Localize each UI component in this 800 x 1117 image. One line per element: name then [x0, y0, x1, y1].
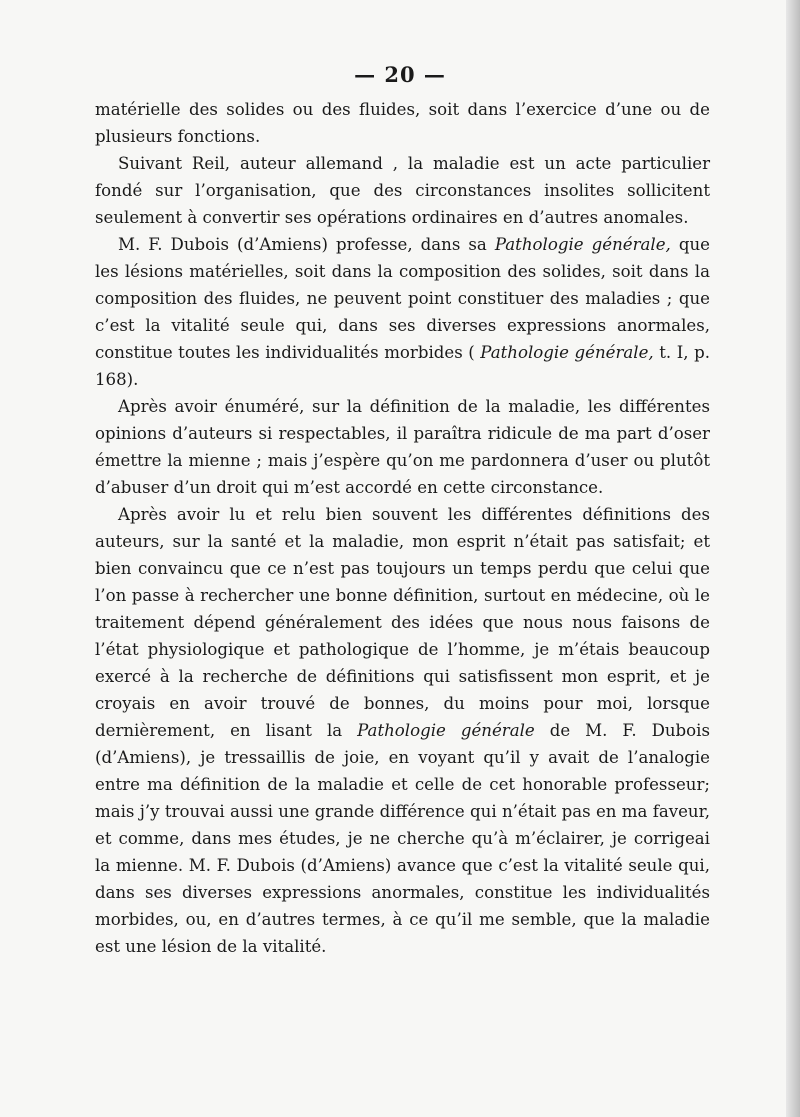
paragraph-text: Suivant Reil, auteur allemand , la maladie est un acte particulier fondé sur l’organisation, que des circonstances insolites sollicitent seulement à convertir ses opérations ordinaires en d’autres anomales.	[95, 154, 710, 227]
italic-title: Pathologie générale,	[480, 343, 654, 362]
body-text	[95, 96, 710, 960]
paragraph-text: matérielle des solides ou des fluides, soit dans l’exercice d’une ou de plusieurs fonctions.	[95, 100, 710, 146]
italic-title: Pathologie générale	[357, 721, 535, 740]
page-edge-shadow	[786, 0, 800, 1117]
paragraph	[95, 393, 710, 501]
paragraph	[95, 150, 710, 231]
paragraph-text: t. I, p. 168).	[95, 343, 710, 389]
paragraph	[95, 231, 710, 393]
paragraph-text: Après avoir énuméré, sur la définition de la maladie, les différentes opinions d’auteurs si respectables, il paraîtra ridicule de ma part d’oser émettre la mienne ; mais j’espère qu’on me pardonnera d’user ou plutôt d’abuser d’un droit qui m’est accordé en cette circonstance.	[95, 397, 710, 497]
paragraph-text: Après avoir lu et relu bien souvent les différentes définitions des auteurs, sur la santé et la maladie, mon esprit n’était pas satisfait; et bien convaincu que ce n’est pas toujours un temps perdu que celui que l’on passe à rechercher une bonne définition, surtout en médecine, où le traitement dépend généralement des idées que nous nous faisons de l’état physiologique et pathologique de l’homme, je m’étais beaucoup exercé à la recherche de définitions qui satisfissent mon esprit, et je croyais en avoir trouvé de bonnes, du moins pour moi, lorsque dernièrement, en lisant la	[95, 505, 710, 740]
paragraph	[95, 501, 710, 960]
paragraph-text: M. F. Dubois (d’Amiens) professe, dans sa	[118, 235, 495, 254]
paragraph-text: de M. F. Dubois (d’Amiens), je tressaillis de joie, en voyant qu’il y avait de l’analogie entre ma définition de la maladie et celle de cet honorable professeur; mais j’y trouvai aussi une grande différence qui n’était pas en ma faveur, et comme, dans mes études, je ne cherche qu’à m’éclairer, je corrigeai la mienne. M. F. Dubois (d’Amiens) avance que c’est la vitalité seule qui, dans ses diverses expressions anormales, constitue les individualités morbides, ou, en d’autres termes, à ce qu’il me semble, que la maladie est une lésion de la vitalité.	[95, 721, 710, 956]
paragraph	[95, 96, 710, 150]
italic-title: Pathologie générale,	[494, 235, 671, 254]
paragraph-text: que les lésions matérielles, soit dans la composition des solides, soit dans la composition des fluides, ne peuvent point constituer des maladies ; que c’est la vitalité seule qui, dans ses diverses expressions anormales, constitue toutes les individualités morbides (	[95, 235, 710, 362]
page-number: — 20 —	[354, 62, 446, 87]
